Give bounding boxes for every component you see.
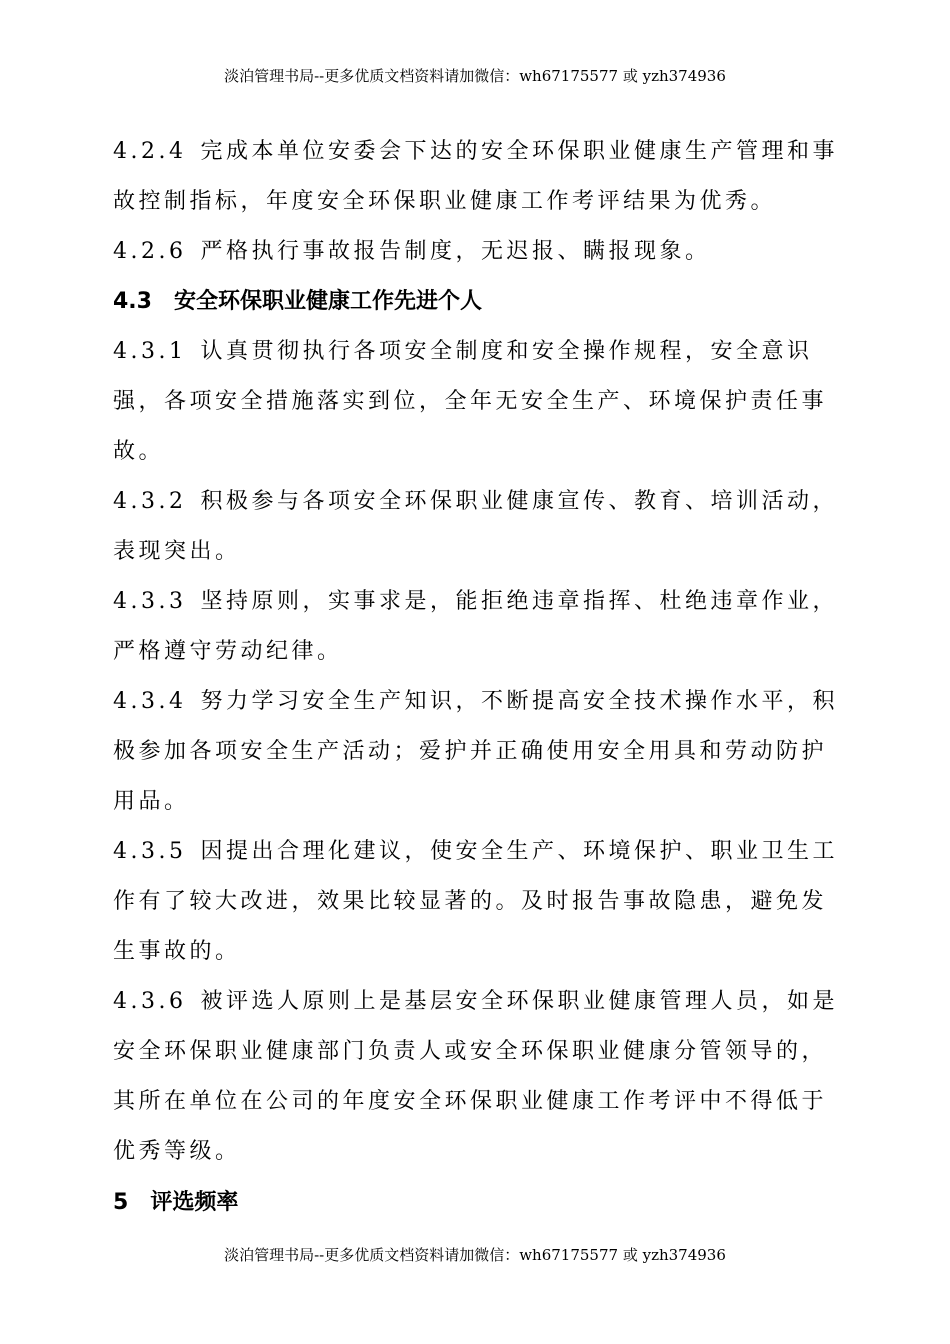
section-title: 安全环保职业健康工作先进个人 xyxy=(173,289,482,314)
clause-number: 4.3.3 xyxy=(113,589,187,614)
section-heading-5 xyxy=(113,1178,843,1228)
section-heading-4-3 xyxy=(113,277,843,327)
section-number: 4.3 xyxy=(113,289,152,314)
clause-4-3-6 xyxy=(113,977,843,1177)
document-body xyxy=(113,127,843,1228)
clause-text: 被评选人原则上是基层安全环保职业健康管理人员，如是安全环保职业健康部门负责人或安全环保职业健康分管领导的，其所在单位在公司的年度安全环保职业健康工作考评中不得低于优秀等级。 xyxy=(113,989,838,1164)
clause-text: 因提出合理化建议，使安全生产、环境保护、职业卫生工作有了较大改进，效果比较显著的。及时报告事故隐患，避免发生事故的。 xyxy=(113,839,838,964)
clause-4-3-2 xyxy=(113,477,843,577)
clause-number: 4.3.1 xyxy=(113,339,187,364)
clause-4-3-5 xyxy=(113,827,843,977)
clause-number: 4.2.4 xyxy=(113,139,187,164)
section-number: 5 xyxy=(113,1190,129,1215)
page-footer: 淡泊管理书局--更多优质文档资料请加微信：wh67175577 或 yzh374936 xyxy=(224,1246,726,1264)
clause-text: 认真贯彻执行各项安全制度和安全操作规程，安全意识强，各项安全措施落实到位，全年无安全生产、环境保护责任事故。 xyxy=(113,339,828,464)
clause-number: 4.3.4 xyxy=(113,689,187,714)
clause-number: 4.3.2 xyxy=(113,489,187,514)
clause-number: 4.2.6 xyxy=(113,239,187,264)
clause-text: 努力学习安全生产知识，不断提高安全技术操作水平，积极参加各项安全生产活动；爱护并正确使用安全用具和劳动防护用品。 xyxy=(113,689,838,814)
clause-4-3-1 xyxy=(113,327,843,477)
clause-4-3-3 xyxy=(113,577,843,677)
section-title: 评选频率 xyxy=(150,1190,239,1215)
clause-4-2-4 xyxy=(113,127,843,227)
clause-4-3-4 xyxy=(113,677,843,827)
clause-number: 4.3.6 xyxy=(113,989,187,1014)
page-header: 淡泊管理书局--更多优质文档资料请加微信：wh67175577 或 yzh374936 xyxy=(224,67,726,85)
clause-text: 坚持原则，实事求是，能拒绝违章指挥、杜绝违章作业，严格遵守劳动纪律。 xyxy=(113,589,838,664)
clause-text: 积极参与各项安全环保职业健康宣传、教育、培训活动，表现突出。 xyxy=(113,489,838,564)
clause-text: 严格执行事故报告制度，无迟报、瞒报现象。 xyxy=(200,239,711,264)
clause-text: 完成本单位安委会下达的安全环保职业健康生产管理和事故控制指标，年度安全环保职业健康工作考评结果为优秀。 xyxy=(113,139,838,214)
clause-number: 4.3.5 xyxy=(113,839,187,864)
clause-4-2-6 xyxy=(113,227,843,277)
